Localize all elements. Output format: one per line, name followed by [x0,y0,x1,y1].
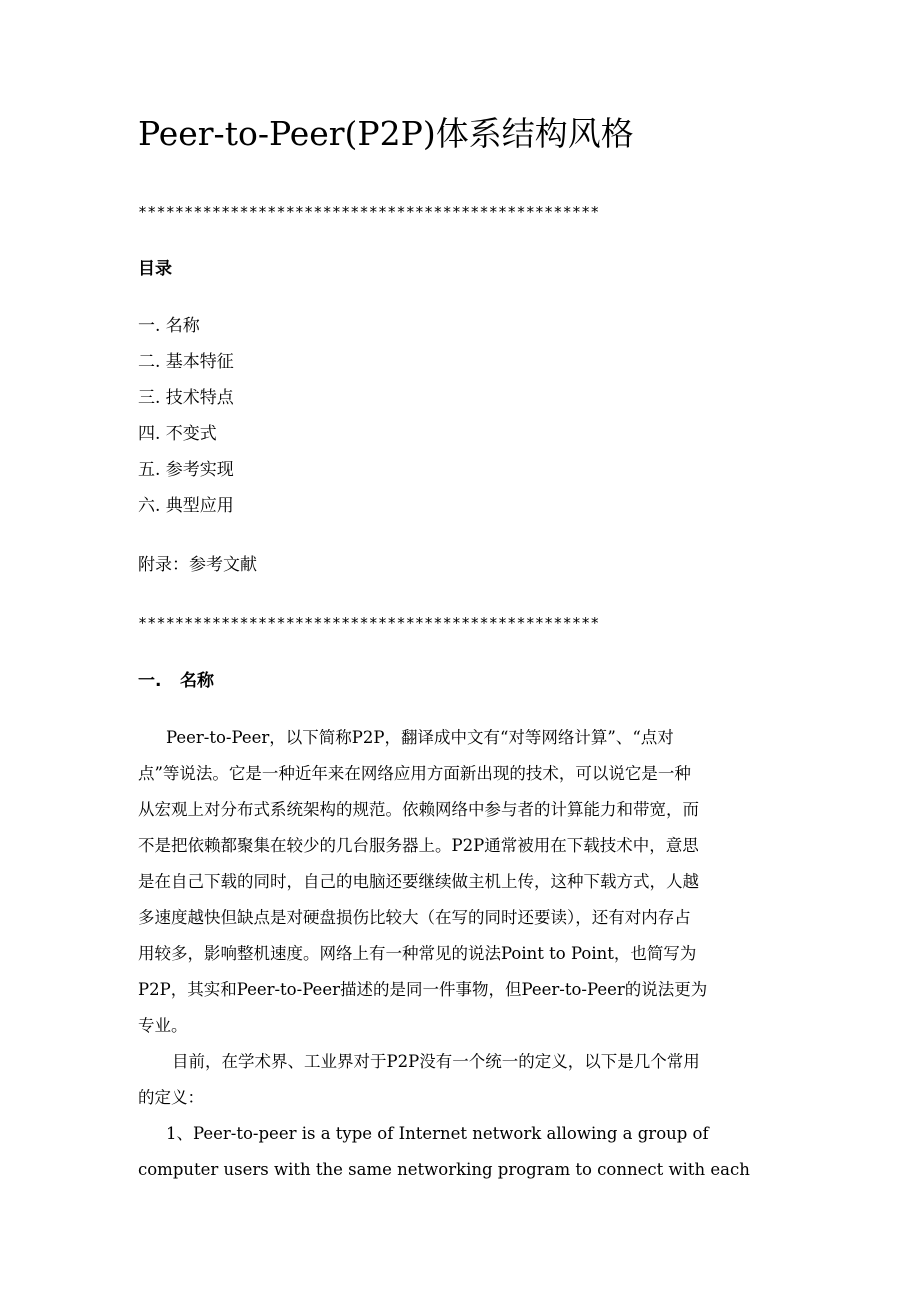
paragraph-line: 不是把依赖都聚集在较少的几台服务器上。P2P通常被用在下载技术中，意思 [138,836,699,855]
section-title: 名称 [180,671,214,691]
paragraph-line: 1、Peer-to-peer is a type of Internet network allowing a group of [166,1124,709,1143]
paragraph-line: 专业。 [138,1016,188,1035]
section-heading-name [138,668,214,694]
paragraph-line: computer users with the same networking program to connect with each [138,1160,750,1179]
toc-item-name: 一. 名称 [138,316,200,336]
paragraph-line: 点”等说法。它是一种近年来在网络应用方面新出现的技术，可以说它是一种 [138,764,691,783]
toc-item-technical-features: 三. 技术特点 [138,388,234,408]
document-title: Peer-to-Peer(P2P)体系结构风格 [138,114,634,153]
toc-heading: 目录 [138,259,172,279]
paragraph-line: 用较多，影响整机速度。网络上有一种常见的说法Point to Point，也简写为 [138,944,697,963]
toc-item-typical-applications: 六. 典型应用 [138,496,234,516]
paragraph-current-status [138,1044,788,1116]
paragraph-line: 目前，在学术界、工业界对于P2P没有一个统一的定义，以下是几个常用 [172,1052,700,1071]
paragraph-line: 从宏观上对分布式系统架构的规范。依赖网络中参与者的计算能力和带宽，而 [138,800,699,819]
section-number: 一. [138,671,162,691]
paragraph-line: 的定义： [138,1088,204,1107]
paragraph-line: 是在自己下载的同时，自己的电脑还要继续做主机上传，这种下载方式，人越 [138,872,699,891]
table-of-contents [138,313,234,529]
toc-item-basic-features: 二. 基本特征 [138,352,234,372]
paragraph-line: P2P，其实和Peer-to-Peer描述的是同一件事物，但Peer-to-Peer的说法更为 [138,980,708,999]
paragraph-definition [138,720,788,1044]
paragraph-definition-1 [138,1116,788,1188]
separator-bottom: ************************************************** [138,614,600,632]
paragraph-line: Peer-to-Peer，以下简称P2P，翻译成中文有“对等网络计算”、“点对 [166,728,674,747]
separator-top: ************************************************** [138,203,600,221]
toc-item-reference-implementation: 五. 参考实现 [138,460,234,480]
toc-item-invariants: 四. 不变式 [138,424,217,444]
paragraph-line: 多速度越快但缺点是对硬盘损伤比较大（在写的同时还要读），还有对内存占 [138,908,691,927]
appendix-references: 附录：参考文献 [138,555,257,575]
